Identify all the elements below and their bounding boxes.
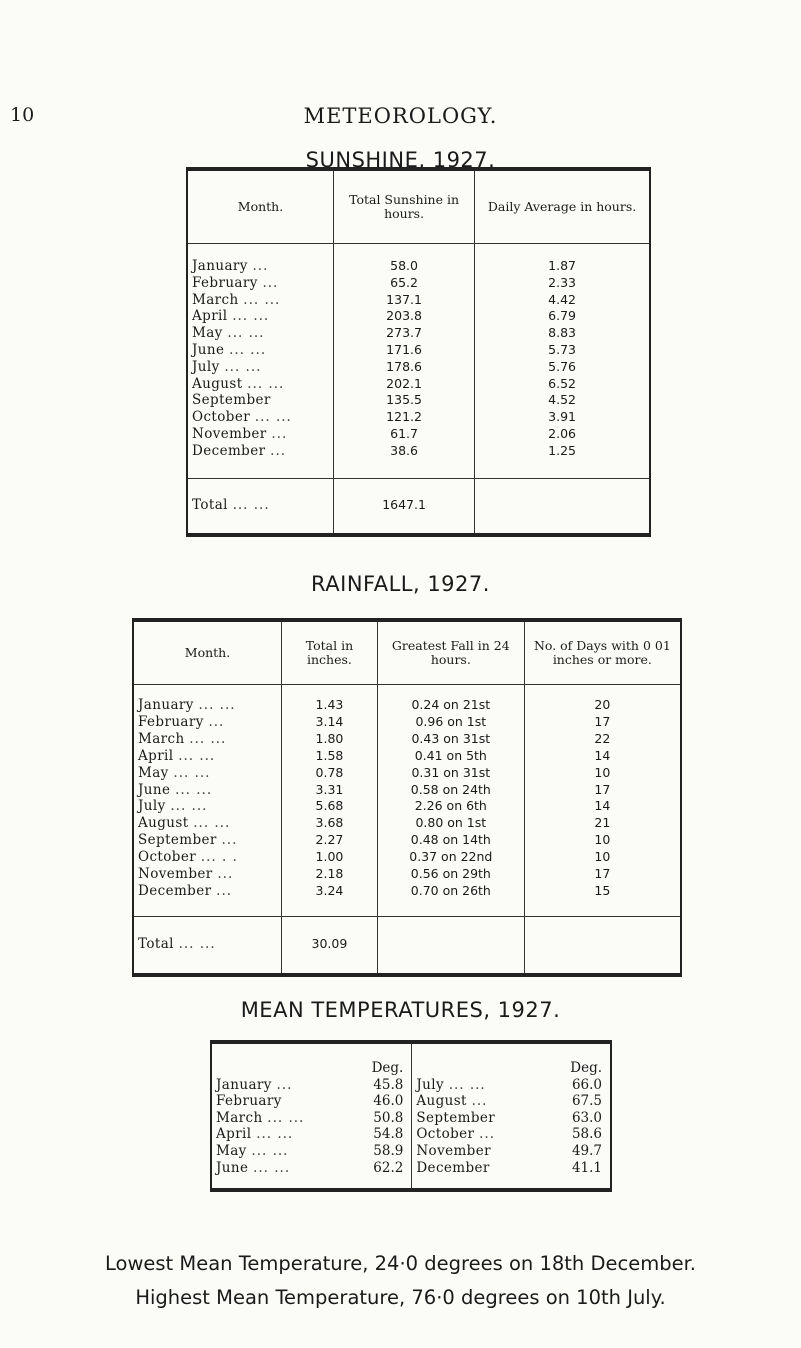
days-cell: 10 <box>524 849 681 866</box>
leader-dots: ... <box>471 1093 488 1110</box>
month-name: September <box>138 832 217 849</box>
col-header-total-inches: Total in inches. <box>281 620 377 685</box>
month-cell <box>187 342 334 359</box>
total-inches-cell: 3.24 <box>281 883 377 916</box>
table-row <box>187 359 650 376</box>
leader-dots: ... ... <box>251 1142 289 1159</box>
month-name: January <box>192 258 248 274</box>
month-name: November <box>192 425 267 442</box>
month-cell <box>412 1143 517 1160</box>
month-cell <box>211 1093 318 1110</box>
leader-dots: ... ... <box>193 815 231 832</box>
total-inches-cell: 0.78 <box>281 765 377 782</box>
leader-dots: ... ... <box>178 747 216 764</box>
temperature-rows <box>211 1042 611 1190</box>
total-empty-cell <box>377 916 524 975</box>
temperature-cell: 66.0 <box>571 1076 602 1093</box>
greatest-fall-cell: 0.56 on 29th <box>377 866 524 883</box>
month-name: May <box>138 764 169 781</box>
month-name: August <box>416 1093 467 1110</box>
col-header-greatest-fall: Greatest Fall in 24 hours. <box>377 620 524 685</box>
month-name: August <box>192 375 243 392</box>
month-name: February <box>216 1093 282 1110</box>
month-cell <box>412 1077 517 1094</box>
daily-average-cell: 5.76 <box>475 359 650 376</box>
leader-dots: ... ... <box>198 697 236 713</box>
month-cell <box>133 883 281 916</box>
table-row <box>133 832 681 849</box>
month-name: February <box>192 274 258 291</box>
leader-dots: ... ... <box>448 1076 486 1093</box>
total-sunshine-cell: 137.1 <box>334 292 475 309</box>
leader-dots: ... <box>270 442 287 459</box>
table-row <box>133 685 681 714</box>
month-cell <box>412 1110 517 1127</box>
table-row <box>187 426 650 443</box>
leader-dots: ... ... <box>254 409 292 426</box>
table-row <box>133 714 681 731</box>
daily-average-cell: 3.91 <box>475 409 650 426</box>
month-cell <box>211 1077 318 1094</box>
col-header-month: Month. <box>187 169 334 244</box>
days-cell: 21 <box>524 815 681 832</box>
table-row <box>187 275 650 292</box>
highest-mean-temperature: Highest Mean Temperature, 76·0 degrees on 10th July. <box>135 1286 666 1309</box>
table-row <box>187 325 650 342</box>
sunshine-title: SUNSHINE, 1927. <box>305 148 496 172</box>
temperature-cell: 67.5 <box>571 1093 602 1110</box>
table-row <box>211 1126 611 1143</box>
daily-average-cell: 8.83 <box>475 325 650 342</box>
month-name: August <box>138 815 189 832</box>
rainfall-title: RAINFALL, 1927. <box>311 572 490 596</box>
month-cell <box>133 731 281 748</box>
temperature-cell: 63.0 <box>571 1109 602 1126</box>
total-inches-cell: 5.68 <box>281 798 377 815</box>
unit-label-left: Deg. <box>371 1060 404 1076</box>
days-cell: 22 <box>524 731 681 748</box>
leader-dots: ... ... <box>229 341 267 358</box>
total-label: Total ... ... <box>133 916 281 975</box>
month-name: February <box>138 713 204 730</box>
month-name: November <box>138 866 213 883</box>
table-row <box>211 1143 611 1160</box>
table-row <box>187 392 650 409</box>
month-name: June <box>138 781 171 798</box>
days-cell: 20 <box>524 685 681 714</box>
col-header-days: No. of Days with 0 01 inches or more. <box>524 620 681 685</box>
temperature-cell: 50.8 <box>373 1109 404 1126</box>
month-name: March <box>192 291 239 308</box>
month-name: March <box>216 1109 263 1126</box>
total-label: Total ... ... <box>187 478 334 535</box>
days-cell: 10 <box>524 765 681 782</box>
total-empty-cell <box>475 478 650 535</box>
total-sunshine-cell: 273.7 <box>334 325 475 342</box>
month-cell <box>133 782 281 799</box>
greatest-fall-cell: 0.37 on 22nd <box>377 849 524 866</box>
total-sunshine-value: 1647.1 <box>334 478 475 535</box>
page-number: 10 <box>10 104 35 126</box>
leader-dots: ... <box>217 866 234 883</box>
table-row <box>187 409 650 426</box>
leader-dots: ... ... <box>256 1126 294 1143</box>
leader-dots: ... <box>221 832 238 849</box>
leader-dots: ... <box>276 1076 293 1093</box>
month-cell <box>187 292 334 309</box>
table-row <box>211 1110 611 1127</box>
leader-dots: ... <box>216 882 233 899</box>
total-sunshine-cell: 203.8 <box>334 308 475 325</box>
table-row <box>211 1160 611 1191</box>
temperature-cell: 62.2 <box>373 1159 404 1176</box>
table-row <box>187 244 650 275</box>
greatest-fall-cell: 0.31 on 31st <box>377 765 524 782</box>
month-cell <box>187 376 334 393</box>
daily-average-cell: 2.06 <box>475 426 650 443</box>
month-name: April <box>192 308 228 325</box>
greatest-fall-cell: 0.80 on 1st <box>377 815 524 832</box>
sunshine-rows <box>187 244 650 479</box>
daily-average-cell: 4.42 <box>475 292 650 309</box>
month-cell <box>187 244 334 275</box>
leader-dots: ... . . <box>200 849 238 866</box>
month-cell <box>211 1143 318 1160</box>
rainfall-total-row <box>133 916 681 975</box>
leader-dots: ... <box>479 1126 495 1143</box>
table-row <box>133 815 681 832</box>
total-inches-cell: 3.31 <box>281 782 377 799</box>
total-empty-cell <box>524 916 681 975</box>
total-sunshine-cell: 121.2 <box>334 409 475 426</box>
days-cell: 17 <box>524 714 681 731</box>
greatest-fall-cell: 0.43 on 31st <box>377 731 524 748</box>
leader-dots: ... ... <box>247 375 285 392</box>
total-inches-cell: 1.43 <box>281 685 377 714</box>
days-cell: 14 <box>524 748 681 765</box>
leader-dots: ... ... <box>267 1109 305 1126</box>
leader-dots: ... <box>252 258 269 274</box>
table-row <box>133 883 681 916</box>
temperature-cell: 54.8 <box>373 1126 404 1143</box>
month-cell <box>211 1126 318 1143</box>
leader-dots: ... ... <box>170 798 208 815</box>
daily-average-cell: 6.79 <box>475 308 650 325</box>
table-row <box>187 376 650 393</box>
table-row <box>187 292 650 309</box>
total-inches-cell: 3.68 <box>281 815 377 832</box>
total-sunshine-cell: 58.0 <box>334 244 475 275</box>
month-name: May <box>192 325 223 342</box>
greatest-fall-cell: 0.96 on 1st <box>377 714 524 731</box>
month-cell <box>133 748 281 765</box>
month-cell <box>133 866 281 883</box>
total-sunshine-cell: 135.5 <box>334 392 475 409</box>
daily-average-cell: 5.73 <box>475 342 650 359</box>
leader-dots: ... ... <box>175 781 213 798</box>
month-name: May <box>216 1142 247 1159</box>
total-inches-cell: 2.27 <box>281 832 377 849</box>
greatest-fall-cell: 0.70 on 26th <box>377 883 524 916</box>
total-sunshine-cell: 61.7 <box>334 426 475 443</box>
total-inches-cell: 1.80 <box>281 731 377 748</box>
temperatures-table <box>210 1040 612 1192</box>
leader-dots: ... <box>262 274 279 291</box>
month-name: September <box>192 392 271 409</box>
total-inches-cell: 1.00 <box>281 849 377 866</box>
sunshine-table <box>186 167 651 537</box>
leader-dots: ... ... <box>243 291 281 308</box>
days-cell: 10 <box>524 832 681 849</box>
month-cell <box>133 685 281 714</box>
month-cell <box>187 426 334 443</box>
lowest-mean-temperature: Lowest Mean Temperature, 24·0 degrees on 18th December. <box>105 1252 696 1275</box>
month-cell <box>187 359 334 376</box>
unit-label-right: Deg. <box>570 1060 602 1076</box>
month-name: October <box>416 1126 475 1143</box>
daily-average-cell: 1.87 <box>475 244 650 275</box>
month-name: January <box>216 1076 272 1093</box>
table-row <box>133 849 681 866</box>
month-cell <box>133 798 281 815</box>
table-row <box>133 798 681 815</box>
total-sunshine-cell: 202.1 <box>334 376 475 393</box>
daily-average-cell: 4.52 <box>475 392 650 409</box>
temperature-cell: 58.9 <box>373 1142 404 1159</box>
table-row <box>187 443 650 478</box>
month-name: April <box>138 747 174 764</box>
temperature-cell: 58.6 <box>571 1126 602 1143</box>
temperatures-title: MEAN TEMPERATURES, 1927. <box>240 998 561 1022</box>
month-cell <box>187 325 334 342</box>
table-row <box>133 866 681 883</box>
month-name: December <box>192 442 266 459</box>
total-inches-cell: 3.14 <box>281 714 377 731</box>
table-row <box>187 308 650 325</box>
month-cell <box>187 392 334 409</box>
month-name: June <box>192 341 225 358</box>
col-header-total-sunshine: Total Sunshine in hours. <box>334 169 475 244</box>
month-name: October <box>138 849 197 866</box>
month-name: April <box>216 1126 252 1143</box>
table-row <box>133 748 681 765</box>
month-name: July <box>416 1076 444 1093</box>
leader-dots: ... ... <box>173 764 211 781</box>
col-header-daily-average: Daily Average in hours. <box>475 169 650 244</box>
rainfall-rows <box>133 685 681 917</box>
temperature-cell: 41.1 <box>571 1159 602 1176</box>
daily-average-cell: 2.33 <box>475 275 650 292</box>
leader-dots: ... ... <box>189 730 227 747</box>
month-cell <box>133 815 281 832</box>
col-header-month: Month. <box>133 620 281 685</box>
month-name: November <box>416 1142 491 1159</box>
total-inches-cell: 1.58 <box>281 748 377 765</box>
total-sunshine-cell: 65.2 <box>334 275 475 292</box>
month-name: March <box>138 730 185 747</box>
unit-row <box>211 1042 611 1077</box>
month-cell <box>412 1160 517 1191</box>
table-row <box>133 731 681 748</box>
leader-dots: ... ... <box>253 1159 291 1176</box>
table-row <box>211 1093 611 1110</box>
table-row <box>187 342 650 359</box>
table-row <box>133 765 681 782</box>
total-inches-cell: 2.18 <box>281 866 377 883</box>
rainfall-table <box>132 618 682 977</box>
month-cell <box>187 443 334 478</box>
daily-average-cell: 1.25 <box>475 443 650 478</box>
greatest-fall-cell: 2.26 on 6th <box>377 798 524 815</box>
daily-average-cell: 6.52 <box>475 376 650 393</box>
month-cell <box>187 409 334 426</box>
month-cell <box>133 849 281 866</box>
leader-dots: ... <box>208 713 225 730</box>
days-cell: 14 <box>524 798 681 815</box>
table-row <box>133 782 681 799</box>
month-name: January <box>138 697 194 713</box>
days-cell: 15 <box>524 883 681 916</box>
month-cell <box>187 275 334 292</box>
total-sunshine-cell: 38.6 <box>334 443 475 478</box>
greatest-fall-cell: 0.58 on 24th <box>377 782 524 799</box>
month-name: September <box>416 1109 496 1126</box>
month-name: December <box>138 882 212 899</box>
month-name: June <box>216 1159 249 1176</box>
days-cell: 17 <box>524 866 681 883</box>
leader-dots: ... <box>271 425 288 442</box>
leader-dots: ... ... <box>224 358 262 375</box>
table-row <box>211 1077 611 1094</box>
running-head: METEOROLOGY. <box>303 104 498 128</box>
month-cell <box>412 1126 517 1143</box>
days-cell: 17 <box>524 782 681 799</box>
temperature-cell: 46.0 <box>373 1093 404 1110</box>
greatest-fall-cell: 0.41 on 5th <box>377 748 524 765</box>
month-cell <box>211 1110 318 1127</box>
month-name: July <box>138 798 166 815</box>
month-name: July <box>192 358 220 375</box>
greatest-fall-cell: 0.24 on 21st <box>377 685 524 714</box>
month-cell <box>412 1093 517 1110</box>
leader-dots: ... ... <box>232 308 270 325</box>
month-cell <box>133 765 281 782</box>
total-sunshine-cell: 171.6 <box>334 342 475 359</box>
leader-dots: ... ... <box>227 325 265 342</box>
month-name: October <box>192 409 251 426</box>
temperature-cell: 45.8 <box>373 1076 404 1093</box>
month-name: December <box>416 1159 490 1176</box>
temperature-cell: 49.7 <box>571 1142 602 1159</box>
total-rainfall-value: 30.09 <box>281 916 377 975</box>
sunshine-total-row <box>187 478 650 535</box>
greatest-fall-cell: 0.48 on 14th <box>377 832 524 849</box>
month-cell <box>133 832 281 849</box>
month-cell <box>133 714 281 731</box>
month-cell <box>187 308 334 325</box>
total-sunshine-cell: 178.6 <box>334 359 475 376</box>
month-cell <box>211 1160 318 1191</box>
